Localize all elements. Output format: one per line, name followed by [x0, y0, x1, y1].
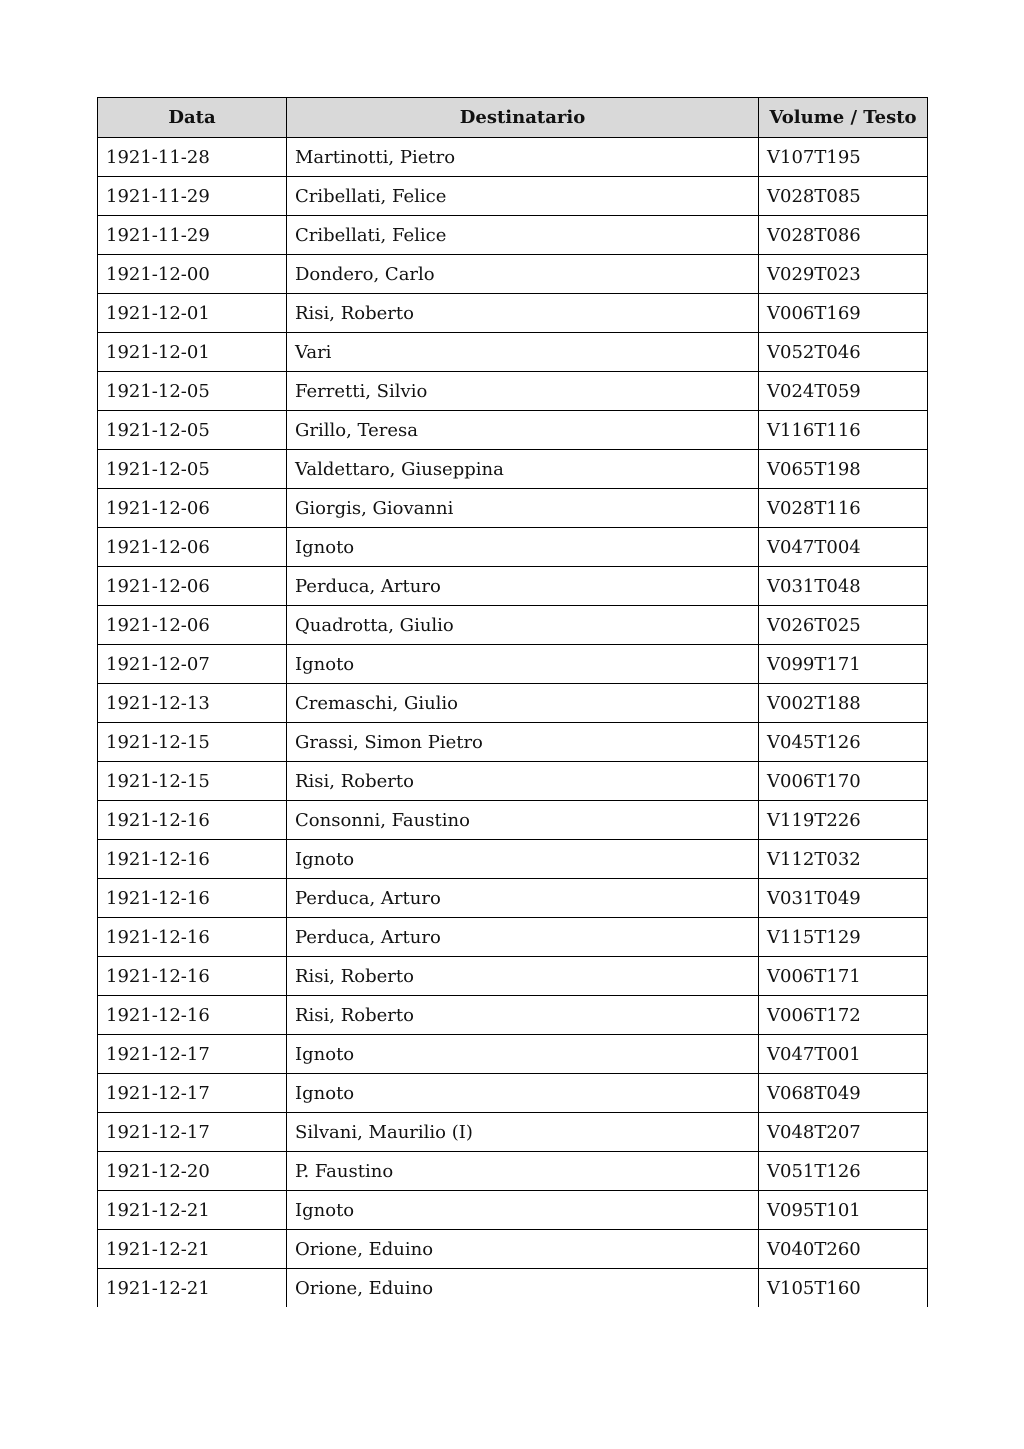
cell-recipient: Ignoto [287, 645, 759, 684]
table-row [98, 411, 928, 450]
cell-date: 1921-12-16 [98, 918, 287, 957]
cell-recipient: Risi, Roberto [287, 957, 759, 996]
cell-recipient: Martinotti, Pietro [287, 138, 759, 177]
cell-volume-text: V065T198 [759, 450, 928, 489]
cell-date: 1921-12-00 [98, 255, 287, 294]
cell-date: 1921-12-05 [98, 411, 287, 450]
cell-recipient: Quadrotta, Giulio [287, 606, 759, 645]
table-row [98, 957, 928, 996]
table-row [98, 294, 928, 333]
table-row [98, 996, 928, 1035]
cell-volume-text: V051T126 [759, 1152, 928, 1191]
cell-recipient: Perduca, Arturo [287, 879, 759, 918]
cell-date: 1921-12-17 [98, 1035, 287, 1074]
cell-volume-text: V045T126 [759, 723, 928, 762]
cell-date: 1921-12-01 [98, 333, 287, 372]
cell-recipient: Cribellati, Felice [287, 216, 759, 255]
cell-date: 1921-12-06 [98, 567, 287, 606]
cell-volume-text: V099T171 [759, 645, 928, 684]
cell-date: 1921-12-21 [98, 1191, 287, 1230]
cell-volume-text: V068T049 [759, 1074, 928, 1113]
cell-date: 1921-12-15 [98, 723, 287, 762]
table-row [98, 1152, 928, 1191]
cell-recipient: Vari [287, 333, 759, 372]
cell-volume-text: V028T086 [759, 216, 928, 255]
table-row [98, 1035, 928, 1074]
table-row [98, 723, 928, 762]
table-row [98, 918, 928, 957]
cell-recipient: Orione, Eduino [287, 1269, 759, 1308]
cell-date: 1921-12-13 [98, 684, 287, 723]
cell-volume-text: V024T059 [759, 372, 928, 411]
cell-recipient: Perduca, Arturo [287, 567, 759, 606]
cell-date: 1921-12-21 [98, 1269, 287, 1308]
cell-date: 1921-11-29 [98, 177, 287, 216]
cell-recipient: Dondero, Carlo [287, 255, 759, 294]
cell-date: 1921-12-05 [98, 450, 287, 489]
cell-volume-text: V048T207 [759, 1113, 928, 1152]
table-row [98, 801, 928, 840]
table-body [98, 138, 928, 1308]
cell-recipient: Ignoto [287, 1191, 759, 1230]
cell-date: 1921-12-21 [98, 1230, 287, 1269]
table-row [98, 1269, 928, 1308]
cell-recipient: Orione, Eduino [287, 1230, 759, 1269]
cell-volume-text: V006T172 [759, 996, 928, 1035]
cell-recipient: Grillo, Teresa [287, 411, 759, 450]
cell-date: 1921-12-17 [98, 1113, 287, 1152]
table-row [98, 762, 928, 801]
column-header-destinatario: Destinatario [287, 98, 759, 138]
cell-recipient: Risi, Roberto [287, 294, 759, 333]
cell-recipient: Grassi, Simon Pietro [287, 723, 759, 762]
cell-recipient: Ignoto [287, 1074, 759, 1113]
table-row [98, 879, 928, 918]
cell-volume-text: V052T046 [759, 333, 928, 372]
cell-date: 1921-12-07 [98, 645, 287, 684]
cell-recipient: Ignoto [287, 840, 759, 879]
cell-recipient: Ignoto [287, 1035, 759, 1074]
cell-volume-text: V047T004 [759, 528, 928, 567]
column-header-data: Data [98, 98, 287, 138]
cell-volume-text: V105T160 [759, 1269, 928, 1308]
cell-volume-text: V006T170 [759, 762, 928, 801]
cell-volume-text: V026T025 [759, 606, 928, 645]
table-row [98, 1230, 928, 1269]
table-row [98, 450, 928, 489]
table-row [98, 528, 928, 567]
cell-date: 1921-12-16 [98, 840, 287, 879]
table-row [98, 255, 928, 294]
table-row [98, 567, 928, 606]
table-row [98, 1113, 928, 1152]
cell-date: 1921-12-15 [98, 762, 287, 801]
table-row [98, 1191, 928, 1230]
column-header-volume-testo: Volume / Testo [759, 98, 928, 138]
table-row [98, 489, 928, 528]
letters-table [97, 97, 928, 1307]
cell-date: 1921-12-17 [98, 1074, 287, 1113]
cell-volume-text: V029T023 [759, 255, 928, 294]
cell-recipient: Silvani, Maurilio (I) [287, 1113, 759, 1152]
cell-recipient: Consonni, Faustino [287, 801, 759, 840]
cell-recipient: Risi, Roberto [287, 762, 759, 801]
cell-date: 1921-12-01 [98, 294, 287, 333]
cell-date: 1921-12-16 [98, 801, 287, 840]
table-row [98, 840, 928, 879]
table-row [98, 1074, 928, 1113]
cell-recipient: Giorgis, Giovanni [287, 489, 759, 528]
cell-volume-text: V107T195 [759, 138, 928, 177]
table-row [98, 216, 928, 255]
cell-volume-text: V028T085 [759, 177, 928, 216]
cell-recipient: Cribellati, Felice [287, 177, 759, 216]
cell-date: 1921-12-06 [98, 606, 287, 645]
table-row [98, 606, 928, 645]
cell-volume-text: V115T129 [759, 918, 928, 957]
cell-date: 1921-12-05 [98, 372, 287, 411]
cell-date: 1921-12-06 [98, 528, 287, 567]
cell-date: 1921-11-28 [98, 138, 287, 177]
cell-recipient: Cremaschi, Giulio [287, 684, 759, 723]
cell-date: 1921-12-16 [98, 879, 287, 918]
cell-volume-text: V047T001 [759, 1035, 928, 1074]
table-row [98, 333, 928, 372]
cell-date: 1921-12-06 [98, 489, 287, 528]
cell-recipient: Valdettaro, Giuseppina [287, 450, 759, 489]
table-row [98, 684, 928, 723]
cell-volume-text: V031T049 [759, 879, 928, 918]
table-header-row [98, 98, 928, 138]
cell-volume-text: V119T226 [759, 801, 928, 840]
cell-volume-text: V095T101 [759, 1191, 928, 1230]
cell-volume-text: V040T260 [759, 1230, 928, 1269]
cell-date: 1921-12-16 [98, 996, 287, 1035]
cell-volume-text: V006T169 [759, 294, 928, 333]
cell-recipient: Risi, Roberto [287, 996, 759, 1035]
cell-date: 1921-11-29 [98, 216, 287, 255]
cell-recipient: Ferretti, Silvio [287, 372, 759, 411]
cell-volume-text: V006T171 [759, 957, 928, 996]
cell-recipient: Ignoto [287, 528, 759, 567]
cell-recipient: Perduca, Arturo [287, 918, 759, 957]
cell-volume-text: V112T032 [759, 840, 928, 879]
table-row [98, 138, 928, 177]
table-row [98, 372, 928, 411]
table-row [98, 645, 928, 684]
cell-date: 1921-12-16 [98, 957, 287, 996]
cell-volume-text: V028T116 [759, 489, 928, 528]
cell-volume-text: V002T188 [759, 684, 928, 723]
cell-volume-text: V031T048 [759, 567, 928, 606]
cell-recipient: P. Faustino [287, 1152, 759, 1191]
cell-volume-text: V116T116 [759, 411, 928, 450]
table-row [98, 177, 928, 216]
cell-date: 1921-12-20 [98, 1152, 287, 1191]
